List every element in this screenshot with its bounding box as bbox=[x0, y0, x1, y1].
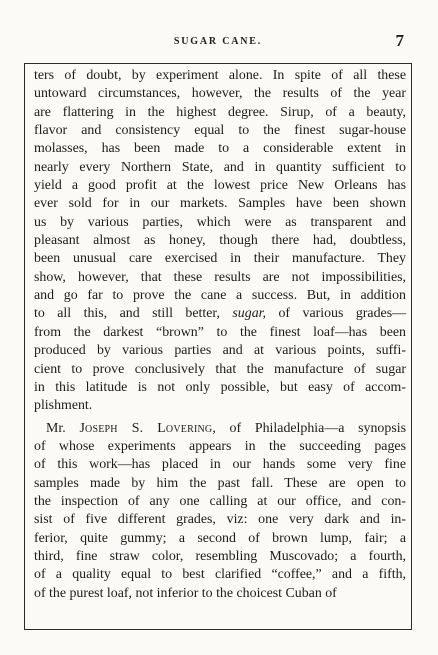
body-line-segment: , of Philadelphia—a synopsis bbox=[212, 420, 406, 436]
body-line: ferior, quite gummy; a second of brown lump, fair; a bbox=[34, 530, 406, 546]
body-line: molasses, has been made to a considerable extent in bbox=[34, 141, 406, 157]
body-line-segment: of various grades— bbox=[278, 306, 406, 322]
body-line: in this latitude is not only possible, but easy of accom- bbox=[34, 379, 406, 395]
person-name: Joseph S. Lovering bbox=[79, 420, 213, 436]
body-line: untoward circumstances, however, the results of the year bbox=[34, 86, 406, 102]
body-line: cient to prove conclusively that the manufacture of sugar bbox=[34, 361, 406, 377]
paragraph-opening-line bbox=[34, 420, 406, 438]
body-line: produced by various parties and at various points, suffi- bbox=[34, 343, 406, 359]
body-line: pleasant almost as honey, though there had, doubtless, bbox=[34, 233, 406, 249]
body-line: ever sold for in our markets. Samples have been shown bbox=[34, 196, 406, 212]
body-line: nearly every Northern State, and in quantity sufficient to bbox=[34, 159, 406, 175]
body-line: from the darkest “brown” to the finest loaf—has been bbox=[34, 324, 406, 340]
emphasis-sugar: sugar, bbox=[232, 306, 266, 322]
body-line-segment: to all this, and still better, bbox=[34, 306, 233, 322]
body-line: the inspection of any one calling at our office, and con- bbox=[34, 493, 406, 509]
body-line: flavor and consistency equal to the finest sugar-house bbox=[34, 123, 406, 139]
body-line: samples made by him the past fall. These are open to bbox=[34, 475, 406, 491]
body-line: of a quality equal to best clarified “coffee,” and a fifth, bbox=[34, 567, 406, 583]
body-line: sist of five different grades, viz: one very dark and in- bbox=[34, 512, 406, 528]
body-text bbox=[34, 67, 406, 603]
body-line: of the purest loaf, not inferior to the choicest Cuban of bbox=[34, 585, 337, 601]
body-line: plishment. bbox=[34, 398, 93, 414]
body-line: of whose experiments appears in the succeeding pages bbox=[34, 438, 406, 454]
body-line-with-emphasis bbox=[34, 305, 406, 323]
body-line: of this work—has placed in our hands some very fine bbox=[34, 457, 406, 473]
body-line-segment: Mr. bbox=[46, 420, 80, 436]
body-line: show, however, that these results are not impossibilities, bbox=[34, 269, 406, 285]
page-header bbox=[24, 30, 412, 54]
body-line: been unusual care exercised in their manufacture. They bbox=[34, 251, 406, 267]
running-head: SUGAR CANE. bbox=[173, 36, 263, 47]
body-line: third, fine straw color, resembling Muscovado; a fourth, bbox=[34, 548, 406, 564]
body-line: yield a good profit at the lowest price New Orleans has bbox=[34, 178, 406, 194]
body-line: us by various parties, which were as transparent and bbox=[34, 214, 406, 230]
page-number: 7 bbox=[395, 31, 404, 50]
body-line: and go far to prove the cane a success. But, in addition bbox=[34, 288, 406, 304]
body-line: ters of doubt, by experiment alone. In spite of all these bbox=[34, 68, 406, 83]
body-line: are flattering in the highest degree. Sirup, of a beauty, bbox=[34, 104, 406, 120]
